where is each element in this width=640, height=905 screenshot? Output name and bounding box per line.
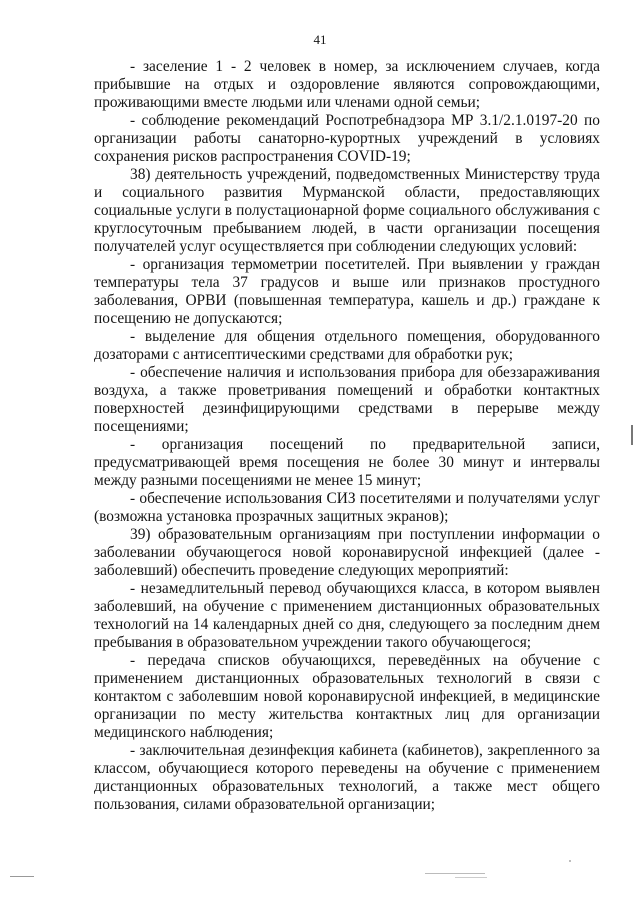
- paragraph-final-disinfection: - заключительная дезинфекция кабинета (кабинетов), закрепленного за классом, обучающиеся которого переведены на обучение с применением дистанционных образовательных технологий, а также мест общего пользования, силами образовательной организации;: [94, 742, 600, 813]
- paragraph-air-disinfection: - обеспечение наличия и использования прибора для обеззараживания воздуха, а также проветривания помещений и обработки контактных поверхностей дезинфицирующими средствами в перерыве между посещениями;: [94, 364, 600, 435]
- scan-edge-mark-left: [10, 876, 34, 877]
- paragraph-settlement: - заселение 1 - 2 человек в номер, за исключением случаев, когда прибывшие на отдых и оздоровление являются сопровождающими, проживающими вместе людьми или членами одной семьи;: [94, 58, 600, 111]
- paragraph-item-38: 38) деятельность учреждений, подведомственных Министерству труда и социального развития Мурманской области, предоставляющих социальные услуги в полустационарной форме социального обслуживания с круглосуточным пребыванием людей, в части организации посещения получателей услуг осуществляется при соблюдении следующих условий:: [94, 166, 600, 255]
- paragraph-separate-room: - выделение для общения отдельного помещения, оборудованного дозаторами с антисептическими средствами для обработки рук;: [94, 328, 600, 363]
- scan-edge-mark-right: [425, 873, 485, 874]
- document-body: [94, 58, 600, 814]
- paragraph-appointments: - организация посещений по предварительной записи, предусматривающей время посещения не более 30 минут и интервалы между разными посещениями не менее 15 минут;: [94, 436, 600, 489]
- scan-speck: [569, 860, 571, 862]
- paragraph-item-39: 39) образовательным организациям при поступлении информации о заболевании обучающегося новой коронавирусной инфекцией (далее - заболевший) обеспечить проведение следующих мероприятий:: [94, 526, 600, 579]
- scan-margin-mark: [631, 425, 633, 445]
- paragraph-ppe: - обеспечение использования СИЗ посетителями и получателями услуг (возможна установка прозрачных защитных экранов);: [94, 490, 600, 525]
- paragraph-remote-transfer: - незамедлительный перевод обучающихся класса, в котором выявлен заболевший, на обучение с применением дистанционных образовательных технологий на 14 календарных дней со дня, следующего за последним днем пребывания в образовательном учреждении такого обучающегося;: [94, 580, 600, 651]
- page-number: 41: [313, 32, 327, 47]
- scan-edge-mark-right-secondary: [455, 877, 487, 878]
- paragraph-rospotrebnadzor: - соблюдение рекомендаций Роспотребнадзора МР 3.1/2.1.0197-20 по организации работы санаторно-курортных учреждений в условиях сохранения рисков распространения COVID-19;: [94, 112, 600, 165]
- paragraph-thermometry: - организация термометрии посетителей. При выявлении у граждан температуры тела 37 градусов и выше или признаков простудного заболевания, ОРВИ (повышенная температура, кашель и др.) граждане к посещению не допускаются;: [94, 256, 600, 327]
- paragraph-contact-lists: - передача списков обучающихся, переведённых на обучение с применением дистанционных образовательных технологий в связи с контактом с заболевшим новой коронавирусной инфекцией, в медицинские организации по месту жительства контактных лиц для организации медицинского наблюдения;: [94, 652, 600, 741]
